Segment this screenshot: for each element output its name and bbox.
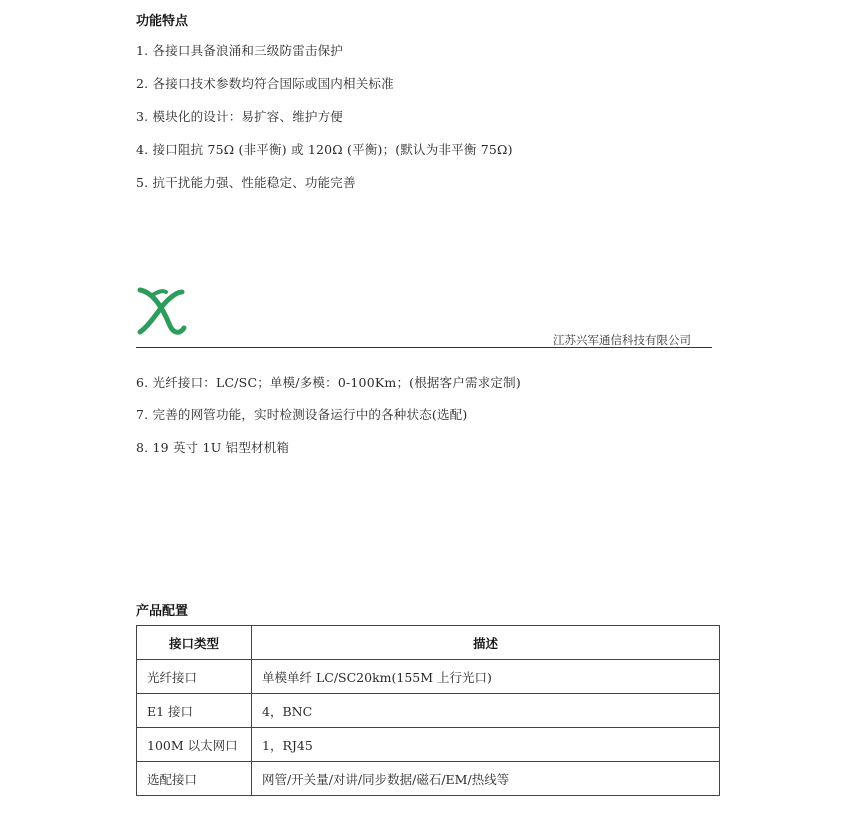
table-cell: 选配接口 [137,762,252,796]
features-title: 功能特点 [136,14,189,29]
feature-item: 6. 光纤接口：LC/SC；单模/多模：0-100Km；(根据客户需求定制) [136,375,521,390]
feature-item: 3. 模块化的设计：易扩容、维护方便 [136,109,344,124]
table-cell: 1，RJ45 [252,728,720,762]
feature-item: 5. 抗干扰能力强、性能稳定、功能完善 [136,175,356,190]
table-cell: 单模单纤 LC/SC20km(155M 上行光口) [252,660,720,694]
table-cell: 光纤接口 [137,660,252,694]
header-divider [136,347,712,348]
feature-item: 1. 各接口具备浪涌和三级防雷击保护 [136,43,344,58]
table-cell: 4，BNC [252,694,720,728]
column-header: 描述 [252,626,720,660]
config-table [136,625,720,796]
table-cell: 网管/开关量/对讲/同步数据/磁石/EM/热线等 [252,762,720,796]
table-row [137,660,720,694]
feature-item: 2. 各接口技术参数均符合国际或国内相关标准 [136,76,394,91]
table-cell: E1 接口 [137,694,252,728]
table-row [137,762,720,796]
table-row [137,728,720,762]
table-row [137,694,720,728]
feature-item: 8. 19 英寸 1U 铝型材机箱 [136,440,290,455]
config-title: 产品配置 [136,604,189,619]
company-logo-icon [136,286,188,336]
table-header-row [137,626,720,660]
table-cell: 100M 以太网口 [137,728,252,762]
column-header: 接口类型 [137,626,252,660]
company-name: 江苏兴军通信科技有限公司 [553,333,691,347]
feature-item: 7. 完善的网管功能，实时检测设备运行中的各种状态(选配) [136,407,468,422]
feature-item: 4. 接口阻抗 75Ω (非平衡) 或 120Ω (平衡)；(默认为非平衡 75Ω) [136,142,513,157]
